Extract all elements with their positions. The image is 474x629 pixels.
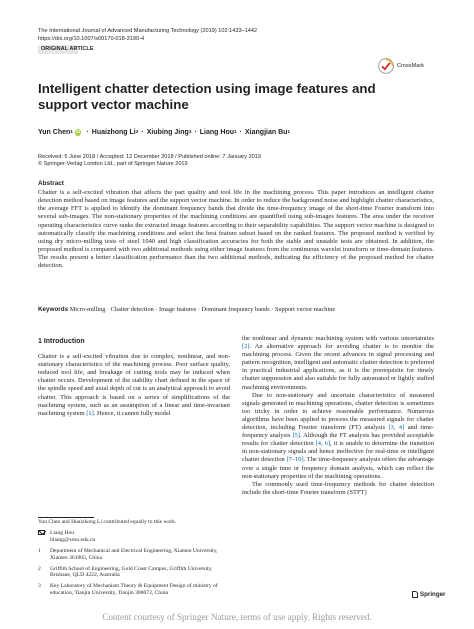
corresponding-author [38, 530, 230, 544]
affiliation-number: 3 [38, 583, 41, 590]
citation-link[interactable]: [3, 4] [388, 424, 405, 432]
author-affiliation-mark: 1 [70, 130, 73, 135]
citation-link[interactable]: [4, 6] [315, 440, 331, 448]
citation-link[interactable]: [7–10] [286, 456, 304, 464]
citation-link[interactable]: [1] [86, 409, 94, 417]
publisher-name: Springer [420, 591, 446, 598]
abstract-text: Chatter is a self-excited vibration that affects the part quality and tool life in the machining process. This paper introduces an intelligent chatter detection method based on image features and the support vector machine. In order to reduce the background noise and highlight chatter characteristics, the average FFT is applied to identify the dominant frequency bands that divide the time-frequency image of the short-time Fourier transform into several sub-images. The non-stationary properties of the machining conditions are quantified using sub-images features. The area under the receiver operating characteristics curve ranks the extracted image features according to their separability capabilities. The support vector machine is designed to automatically classify the machining conditions and select the best feature subset based on the ranked features. The proposed method is verified by using dry micro-milling tests of steel 1040 and high classification accuracies for both the stable and unstable tests are obtained. In addition, the proposed method is compared with two additional methods using either image features from the continuous wavelet transform or time-domain features. The results present a better classification performance than the two additional methods, indicating the efficiency of the proposed method for chatter detection. [38, 189, 434, 270]
body-paragraph: the nonlinear and dynamic machining system with various uncertainties [2]. An alternative approach for avoiding chatter is to monitor the machining process. Given the recent advances in signal processing and pattern recognition, intelligent and automatic chatter detection is preferred in practical industrial applications, as it is the prerequisite for timely chatter suppression and also suitable for fully automated or lightly staffed machining environments. [242, 335, 434, 391]
author-separator: · [239, 129, 243, 136]
crossmark-icon [378, 58, 394, 74]
doi-link[interactable]: https://doi.org/10.1007/s00170-018-3190-4 [38, 35, 145, 42]
author-list [38, 129, 290, 136]
affiliation-item [38, 548, 230, 562]
citation-link[interactable]: [5] [292, 432, 300, 440]
author-name[interactable]: Huaizhong Li [91, 129, 136, 136]
affiliation-text: Department of Mechanical and Electrical Engineering, Xiamen University, Xiamen 361005, China [50, 547, 218, 561]
author-name[interactable]: Liang Hou [199, 129, 234, 136]
journal-header [38, 28, 257, 43]
footnote-divider [38, 517, 94, 518]
envelope-icon [38, 530, 45, 535]
right-column [242, 335, 434, 497]
keywords-label: Keywords [38, 306, 69, 313]
journal-citation: The International Journal of Advanced Manufacturing Technology (2019) 102:1433–1442 [38, 28, 258, 34]
crossmark-badge[interactable] [378, 58, 424, 74]
article-type-badge: ORIGINAL ARTICLE [38, 45, 78, 54]
affiliation-number: 2 [38, 565, 41, 572]
crossmark-label: CrossMark [397, 63, 425, 69]
springer-horse-icon [412, 591, 418, 598]
author-affiliation-mark: 1 [234, 130, 237, 135]
author-name[interactable]: Xiangjian Bu [245, 129, 288, 136]
body-paragraph: Chatter is a self-excited vibration due to complex, nonlinear, and non-stationary characteristics of the machining process. Poor surface quality, reduced tool life, and breakage of cutting tools may be induced when chatter occurs. Development of the stability chart defined in the space of the spindle speed and axial depth of cut is an analytical approach to avoid chatter. This approach is based on a series of simplifications of the machining system, such as an assumption of a linear and time-invariant machining system [1]. Hence, it cannot fully model [38, 353, 230, 417]
citation-link[interactable]: [2] [242, 343, 250, 351]
section-heading: 1 Introduction [38, 338, 85, 345]
author-name[interactable]: Yun Chen [38, 129, 71, 136]
corresponding-name: Liang Hou [50, 529, 75, 536]
author-affiliation-mark: 3 [188, 130, 192, 135]
dates-line: Received: 5 June 2018 / Accepted: 12 December 2018 / Published online: 7 January 2019 [38, 154, 261, 160]
keywords-text: Micro-milling · Chatter detection · Image features · Dominant frequency bands · Support vector machine [69, 306, 336, 313]
affiliation-text: Key Laboratory of Mechanism Theory & Equipment Design of ministry of education, Tianjin University, Tianjin 300072, China [50, 583, 218, 597]
body-paragraph: The commonly used time-frequency methods for chatter detection include the short-time Fourier transform (STFT) [242, 480, 434, 496]
equal-contribution-note: Yun Chen and Huaizhong Li contributed equally to this work. [38, 519, 177, 525]
body-paragraph: Due to non-stationary and uncertain characteristics of measured signals generated in machining operations, chatter detection is sometimes too tricky in order to achieve reasonable performance. Numerous algorithms have been applied to process the measured signals for chatter detection, including Fourier transform (FT) analysis [3, 4] and time-frequency analysis [5]. Although the FT analysis has provided acceptable results for chatter detection [4, 6], it is unable to determine the transition in non-stationary signals and hence ineffective for real-time or intelligent chatter detection [7–10]. The time-frequency analysis offers the advantage over a single time or frequency domain analysis, which can reflect the non-stationary properties of the machining operations. [242, 391, 434, 480]
corresponding-email[interactable]: hliang@xmu.edu.cn [50, 536, 96, 543]
left-column [38, 338, 230, 418]
keywords [38, 306, 434, 314]
orcid-icon[interactable]: iD [76, 129, 81, 135]
publisher-logo [412, 591, 445, 598]
affiliation-text: Griffith School of Engineering, Gold Coast Campus, Griffith University, Brisbane, QLD 4222, Australia [50, 565, 213, 579]
author-affiliation-mark: 2 [135, 130, 139, 135]
author-name[interactable]: Xiubing Jing [146, 129, 189, 136]
author-separator: · [194, 129, 197, 136]
affiliation-item [38, 566, 230, 580]
copyright-line: © Springer-Verlag London Ltd., part of Springer Nature 2019 [38, 161, 188, 168]
footnotes [38, 519, 230, 597]
abstract-heading: Abstract [38, 180, 64, 187]
paper-title: Intelligent chatter detection using image features and support vector machine [38, 81, 376, 112]
author-affiliation-mark: 1 [287, 130, 291, 135]
publication-dates [38, 154, 261, 169]
affiliation-number: 1 [38, 547, 41, 554]
author-separator: · [141, 129, 144, 136]
courtesy-notice: Content courtesy of Springer Nature, terms of use apply. Rights reserved. [102, 612, 372, 622]
author-separator: · [86, 129, 89, 136]
affiliation-item [38, 583, 230, 597]
